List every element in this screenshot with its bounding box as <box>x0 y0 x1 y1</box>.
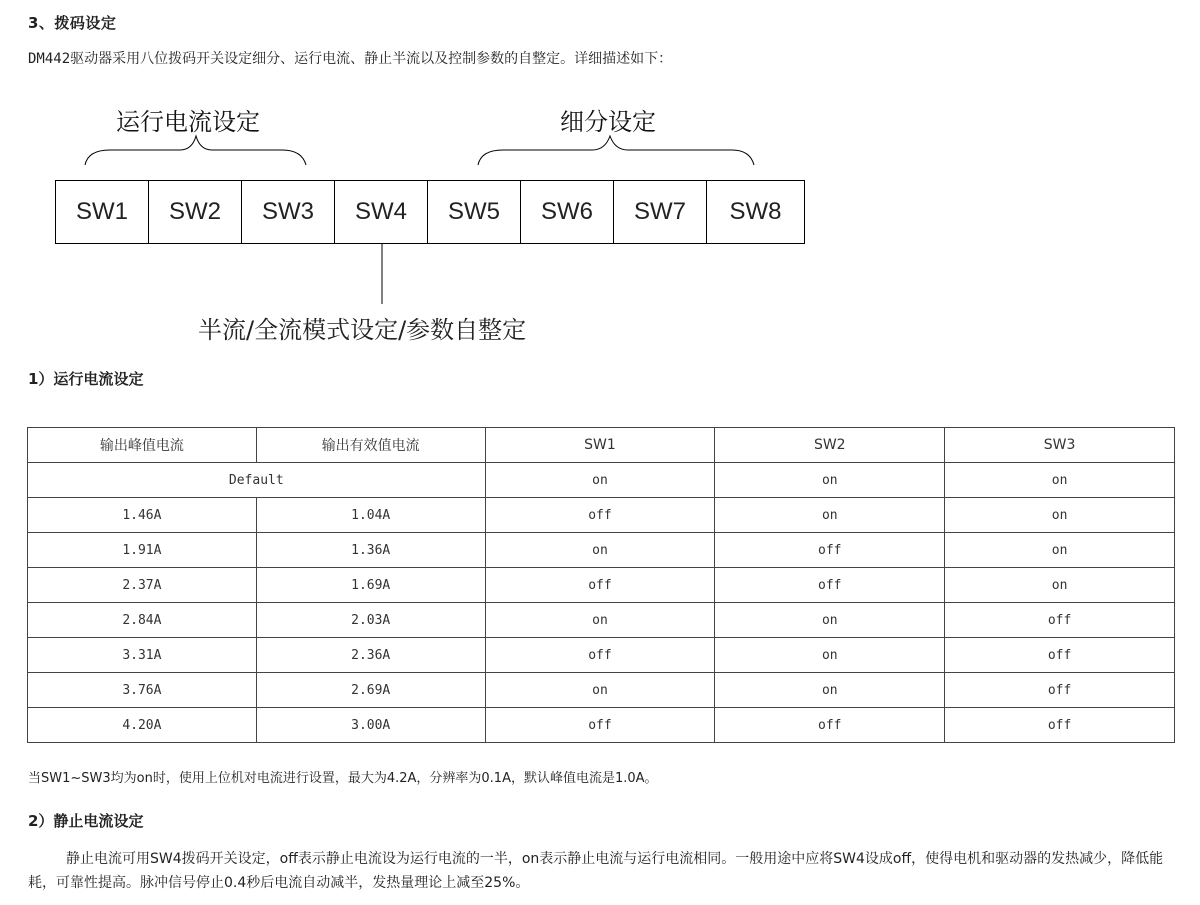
peak-current-cell: 3.76A <box>28 673 257 708</box>
table-row <box>28 603 1175 638</box>
table-row <box>28 638 1175 673</box>
sw2-cell: off <box>715 568 945 603</box>
rms-current-cell: 1.04A <box>256 498 485 533</box>
peak-current-cell: 4.20A <box>28 708 257 743</box>
microstep-setting-label: 细分设定 <box>560 108 656 136</box>
sw1-cell: off <box>485 498 715 533</box>
header-sw1: SW1 <box>485 428 715 463</box>
peak-current-cell: 3.31A <box>28 638 257 673</box>
peak-current-cell: 1.91A <box>28 533 257 568</box>
rms-current-cell: 2.03A <box>256 603 485 638</box>
current-note: 当SW1~SW3均为on时，使用上位机对电流进行设置，最大为4.2A，分辨率为0.1A，默认峰值电流是1.0A。 <box>28 771 658 786</box>
sw3-cell: on <box>945 498 1175 533</box>
sw3-cell: off <box>945 708 1175 743</box>
default-sw3: on <box>945 463 1175 498</box>
peak-current-cell: 2.37A <box>28 568 257 603</box>
sw2-cell: on <box>715 498 945 533</box>
sw3-cell: off <box>945 673 1175 708</box>
right-brace <box>478 136 754 165</box>
table-row <box>28 498 1175 533</box>
rms-current-cell: 1.69A <box>256 568 485 603</box>
sw2-cell: off <box>715 533 945 568</box>
switch-sw7: SW7 <box>613 180 706 244</box>
brace-graphics <box>0 0 1200 340</box>
header-peak-current: 输出峰值电流 <box>28 428 257 463</box>
rms-current-cell: 1.36A <box>256 533 485 568</box>
default-label: Default <box>28 463 486 498</box>
switch-sw5: SW5 <box>427 180 520 244</box>
sw1-cell: off <box>485 708 715 743</box>
sw3-cell: off <box>945 603 1175 638</box>
peak-current-cell: 1.46A <box>28 498 257 533</box>
peak-current-cell: 2.84A <box>28 603 257 638</box>
table-row-default <box>28 463 1175 498</box>
header-rms-current: 输出有效值电流 <box>256 428 485 463</box>
table-row <box>28 708 1175 743</box>
sw3-cell: on <box>945 533 1175 568</box>
switch-sw8: SW8 <box>706 180 805 244</box>
current-setting-label: 运行电流设定 <box>116 108 260 136</box>
header-sw3: SW3 <box>945 428 1175 463</box>
sw2-cell: on <box>715 638 945 673</box>
standstill-current-paragraph: 静止电流可用SW4拨码开关设定，off表示静止电流设为运行电流的一半，on表示静止电流与运行电流相同。一般用途中应将SW4设成off，使得电机和驱动器的发热减少，降低能耗，可靠性提高。脉冲信号停止0.4秒后电流自动减半，发热量理论上减至25%。 <box>28 851 1164 891</box>
sw1-cell: off <box>485 638 715 673</box>
table-row <box>28 533 1175 568</box>
header-sw2: SW2 <box>715 428 945 463</box>
default-sw2: on <box>715 463 945 498</box>
sw1-cell: on <box>485 673 715 708</box>
table-row <box>28 673 1175 708</box>
subsection-2-title: 2）静止电流设定 <box>28 812 144 830</box>
sw1-cell: off <box>485 568 715 603</box>
rms-current-cell: 2.69A <box>256 673 485 708</box>
sw4-function-label: 半流/全流模式设定/参数自整定 <box>198 316 527 344</box>
rms-current-cell: 3.00A <box>256 708 485 743</box>
sw1-cell: on <box>485 533 715 568</box>
intro-text: DM442驱动器采用八位拨码开关设定细分、运行电流、静止半流以及控制参数的自整定。详细描述如下： <box>28 51 673 67</box>
rms-current-cell: 2.36A <box>256 638 485 673</box>
sw2-cell: off <box>715 708 945 743</box>
switch-sw2: SW2 <box>148 180 241 244</box>
sw1-cell: on <box>485 603 715 638</box>
switch-sw6: SW6 <box>520 180 613 244</box>
switch-sw3: SW3 <box>241 180 334 244</box>
subsection-1-title: 1）运行电流设定 <box>28 370 144 388</box>
switch-sw1: SW1 <box>55 180 148 244</box>
sw2-cell: on <box>715 603 945 638</box>
sw3-cell: on <box>945 568 1175 603</box>
current-setting-table <box>27 427 1175 743</box>
sw3-cell: off <box>945 638 1175 673</box>
switch-sw4: SW4 <box>334 180 427 244</box>
table-row <box>28 568 1175 603</box>
default-sw1: on <box>485 463 715 498</box>
section-title: 3、拨码设定 <box>28 14 117 32</box>
table-header-row <box>28 428 1175 463</box>
sw2-cell: on <box>715 673 945 708</box>
left-brace <box>85 136 306 165</box>
